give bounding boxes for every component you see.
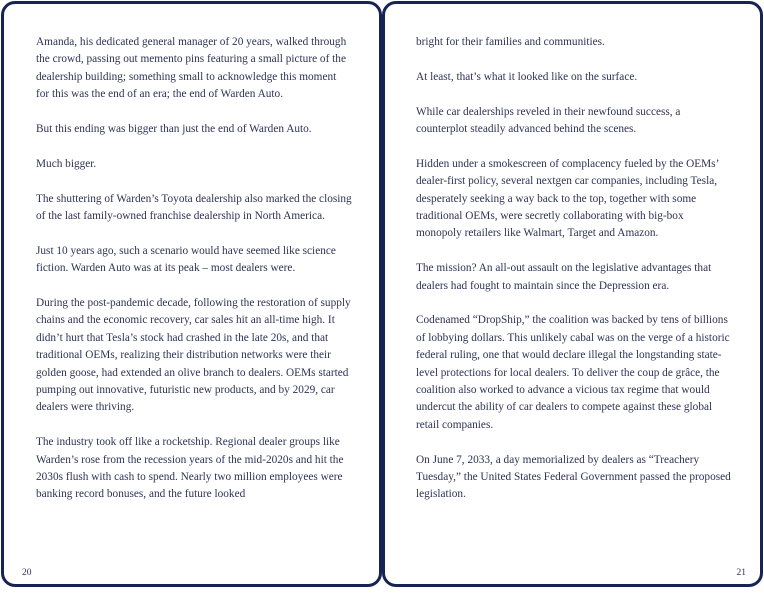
right-paragraph: On June 7, 2033, a day memorialized by dealers as “Treachery Tuesday,” the United States Federal Government passed the proposed legislation. [416, 453, 731, 501]
right-page [382, 1, 763, 587]
right-paragraph: The mission? An all-out assault on the legislative advantages that dealers had fought to maintain since the Depression era. [416, 262, 712, 292]
left-paragraph: During the post-pandemic decade, following the restoration of supply chains and the economic recovery, car sales hit an all-time high. It didn’t hurt that Tesla’s stock had crashed in the late 20s, and that traditional OEMs, realizing their distribution networks were their golden goose, had extended an olive branch to dealers. OEMs started pumping out innovative, futuristic new products, and by 2029, car dealers were thriving. [36, 297, 351, 414]
right-page-text [416, 34, 732, 521]
right-paragraph: While car dealerships reveled in their newfound success, a counterplot steadily advanced behind the scenes. [416, 105, 681, 135]
left-page-text [36, 34, 352, 521]
right-paragraph: Codenamed “DropShip,” the coalition was backed by tens of billions of lobbying dollars. This unlikely cabal was on the verge of a historic federal ruling, one that would declare illegal the longstanding state-level protections for local dealers. To deliver the coup de grâce, the coalition also worked to advance a vicious tax regime that would undercut the ability of car dealers to compete against these global retail companies. [416, 314, 730, 431]
left-paragraph: But this ending was bigger than just the end of Warden Auto. [36, 123, 312, 136]
left-paragraph: Much bigger. [36, 157, 97, 170]
right-paragraph: At least, that’s what it looked like on the surface. [416, 70, 638, 83]
left-paragraph: The shuttering of Warden’s Toyota dealership also marked the closing of the last family-owned franchise dealership in North America. [36, 192, 352, 223]
left-paragraph: Just 10 years ago, such a scenario would have seemed like science fiction. Warden Auto was at its peak – most dealers were. [36, 244, 336, 275]
left-paragraph: The industry took off like a rocketship. Regional dealer groups like Warden’s rose from the recession years of the mid-2020s and hit the 2030s flush with cash to spend. Nearly two million employees were banking record bonuses, and the future looked [36, 436, 344, 501]
page-number-left: 20 [22, 568, 32, 578]
page-number-right: 21 [736, 568, 746, 578]
right-paragraph: bright for their families and communities. [416, 36, 605, 48]
left-paragraph: Amanda, his dedicated general manager of 20 years, walked through the crowd, passing out memento pins featuring a small picture of the dealership building; something small to acknowledge this moment for this was the end of an era; the end of Warden Auto. [36, 36, 347, 101]
left-page [1, 1, 382, 587]
right-paragraph: Hidden under a smokescreen of complacency fueled by the OEMs’ dealer-first policy, several nextgen car companies, including Tesla, desperately seeking a way back to the top, together with some traditional OEMs, were secretly collaborating with big-box monopoly retailers like Walmart, Target and Amazon. [416, 157, 719, 240]
